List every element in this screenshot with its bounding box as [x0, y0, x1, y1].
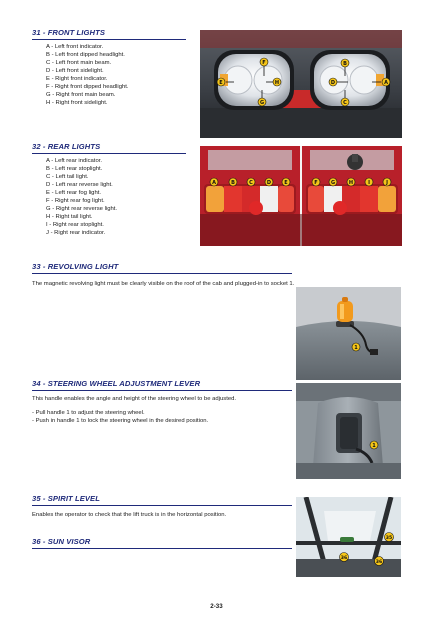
callout-badge	[341, 98, 349, 106]
steering-text: This handle enables the angle and height of the steering wheel to be adjusted.	[32, 396, 237, 402]
rear-lights-photo	[200, 146, 402, 246]
steering-lever-photo	[296, 383, 401, 479]
list-item: C - Left front main beam.	[46, 59, 112, 66]
callout-badge	[385, 533, 394, 542]
callout-badge	[229, 178, 237, 186]
svg-text:G: G	[330, 180, 336, 186]
svg-text:C: C	[343, 100, 347, 106]
section-title-spirit-level: 35 - SPIRIT LEVEL	[32, 494, 100, 503]
svg-text:B: B	[231, 180, 235, 186]
section-title-steering-lever: 34 - STEERING WHEEL ADJUSTMENT LEVER	[32, 379, 201, 388]
svg-text:H: H	[274, 80, 280, 86]
list-item: G - Right front main beam.	[46, 91, 116, 98]
revolving-light-photo	[296, 287, 401, 380]
list-item: G - Right rear reverse light.	[46, 205, 118, 212]
front-lights-photo	[200, 30, 402, 138]
list-item: H - Right front sidelight.	[46, 99, 108, 106]
list-item: B - Left rear stoplight.	[46, 165, 103, 172]
svg-text:I: I	[368, 180, 370, 186]
svg-text:36: 36	[340, 556, 348, 561]
callout-badge	[265, 178, 273, 186]
list-item: C - Left tail light.	[46, 173, 89, 180]
callout-badge	[210, 178, 218, 186]
svg-text:J: J	[386, 180, 388, 186]
svg-text:36: 36	[375, 560, 383, 565]
steering-bullet: - Pull handle 1 to adjust the steering wheel.	[32, 410, 145, 416]
svg-text:35: 35	[385, 536, 393, 541]
svg-text:C: C	[249, 180, 253, 186]
svg-text:1: 1	[372, 443, 376, 449]
svg-text:D: D	[266, 180, 272, 186]
list-item: E - Left rear fog light.	[46, 189, 102, 196]
section-rule	[32, 273, 292, 274]
svg-text:A: A	[212, 180, 216, 186]
list-item: D - Left front sidelight.	[46, 67, 104, 74]
list-item: B - Left front dipped headlight.	[46, 51, 125, 58]
section-rule	[32, 39, 186, 40]
section-rule	[32, 390, 292, 391]
cab-roof-photo	[296, 497, 401, 577]
section-rule	[32, 153, 186, 154]
callout-badge	[247, 178, 255, 186]
callout-badge	[217, 78, 225, 86]
front-lights-list	[46, 44, 129, 108]
callout-badge	[340, 553, 349, 562]
list-item: E - Right front indicator.	[46, 75, 108, 82]
list-item: J - Right rear indicator.	[46, 229, 106, 236]
list-item: F - Right front dipped headlight.	[46, 83, 129, 90]
callout-badge	[329, 78, 337, 86]
rear-lights-list	[46, 158, 117, 238]
section-title-revolving-light: 33 - REVOLVING LIGHT	[32, 262, 119, 271]
callout-badge	[383, 178, 391, 186]
svg-text:D: D	[330, 80, 336, 86]
callout-badge	[258, 98, 266, 106]
callout-badge	[347, 178, 355, 186]
svg-text:G: G	[259, 100, 265, 106]
callout-badge	[260, 58, 268, 66]
callout-badge	[365, 178, 373, 186]
svg-text:H: H	[348, 180, 354, 186]
svg-text:F: F	[314, 180, 318, 186]
list-item: F - Right rear fog light.	[46, 197, 105, 204]
list-item: I - Right rear stoplight.	[46, 221, 104, 228]
svg-text:E: E	[219, 80, 223, 86]
svg-text:F: F	[262, 60, 266, 66]
svg-text:A: A	[384, 80, 388, 86]
svg-text:1: 1	[354, 345, 358, 351]
callout-badge	[341, 59, 349, 67]
callout-badge	[375, 557, 384, 566]
list-item: D - Left rear reverse light.	[46, 181, 113, 188]
callout-badge	[370, 441, 378, 449]
section-title-sun-visor: 36 - SUN VISOR	[32, 537, 91, 546]
svg-text:E: E	[284, 180, 288, 186]
callout-badge	[382, 78, 390, 86]
svg-text:B: B	[343, 61, 347, 67]
page-number: 2-33	[210, 603, 223, 610]
callout-badge	[273, 78, 281, 86]
callout-badge	[329, 178, 337, 186]
spirit-level-text: Enables the operator to check that the lift truck is in the horizontal position.	[32, 512, 227, 518]
list-item: A - Left front indicator.	[46, 44, 104, 50]
section-rule	[32, 548, 292, 549]
callout-badge	[282, 178, 290, 186]
list-item: A - Left rear indicator.	[46, 158, 102, 164]
list-item: H - Right tail light.	[46, 213, 93, 220]
steering-bullet: - Push in handle 1 to lock the steering wheel in the desired position.	[32, 418, 209, 424]
section-rule	[32, 505, 292, 506]
revolving-light-text: The magnetic revolving light must be clearly visible on the roof of the cab and plugged-in to socket 1.	[32, 281, 295, 287]
section-title-front-lights: 31 - FRONT LIGHTS	[32, 28, 105, 37]
callout-badge	[312, 178, 320, 186]
section-title-rear-lights: 32 - REAR LIGHTS	[32, 142, 101, 151]
callout-badge	[352, 343, 360, 351]
